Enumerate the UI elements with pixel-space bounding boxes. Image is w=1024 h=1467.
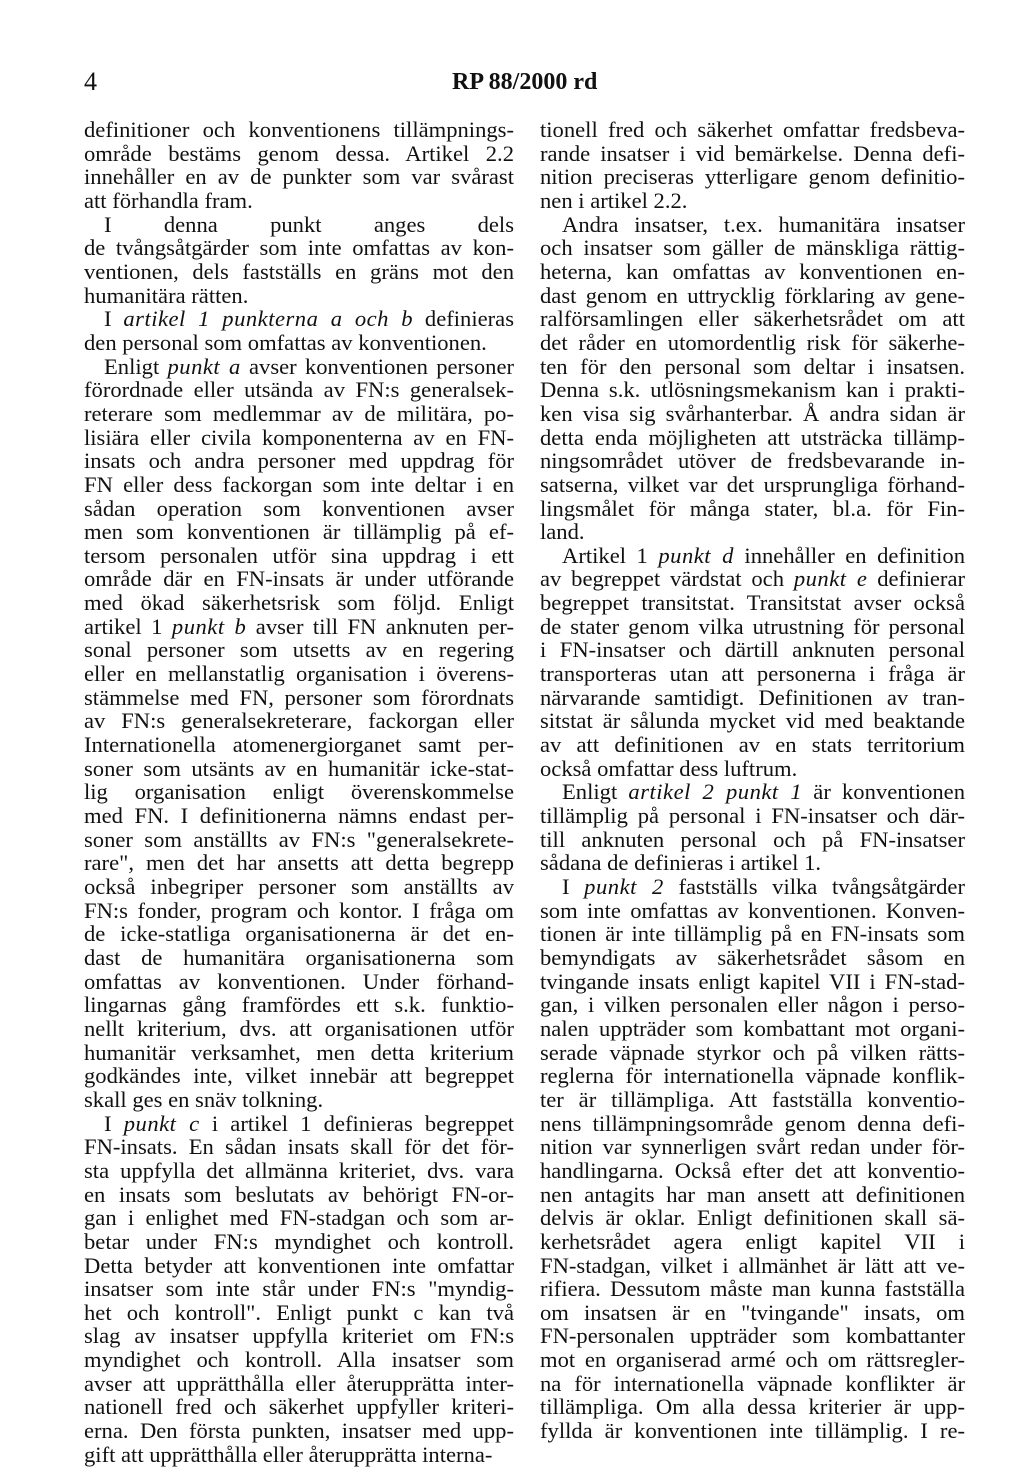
text-line bbox=[84, 236, 514, 260]
text-line bbox=[84, 1443, 514, 1467]
text-line bbox=[540, 970, 965, 994]
text-line bbox=[84, 426, 514, 450]
right-column bbox=[540, 118, 965, 1443]
text-line bbox=[540, 922, 965, 946]
italic-reference: punkt d bbox=[658, 542, 734, 568]
text-line bbox=[84, 1277, 514, 1301]
text-run: lingarnas gång framfördes ett s.k. funktio- bbox=[84, 992, 514, 1018]
text-run: det råder en utomordentlig risk för säkerhe- bbox=[540, 329, 965, 355]
text-line bbox=[540, 1135, 965, 1159]
text-line bbox=[84, 567, 514, 591]
text-line bbox=[540, 189, 965, 213]
text-line bbox=[540, 284, 965, 308]
text-run: serade väpnade styrkor och på vilken rätts- bbox=[540, 1039, 965, 1065]
text-run: av FN:s generalsekreterare, fackorgan eller bbox=[84, 708, 514, 734]
text-run: insatser som inte står under FN:s "myndig- bbox=[84, 1276, 514, 1302]
text-run: na för internationella väpnade konflikter är bbox=[540, 1370, 965, 1396]
text-line bbox=[84, 497, 514, 521]
text-run: soner som utsänts av en humanitär icke-stat- bbox=[84, 755, 514, 781]
text-run: rifiera. Dessutom måste man kunna fastställa bbox=[540, 1276, 965, 1302]
text-run: med ökad säkerhetsrisk som följd. Enligt bbox=[84, 590, 514, 616]
text-line bbox=[540, 544, 965, 568]
text-run: lig organisation enligt överenskommelse bbox=[84, 779, 514, 805]
text-line bbox=[84, 1206, 514, 1230]
text-line bbox=[84, 189, 514, 213]
page-number: 4 bbox=[84, 67, 97, 96]
text-line bbox=[84, 733, 514, 757]
text-line bbox=[540, 1419, 965, 1443]
text-line bbox=[540, 733, 965, 757]
text-run: humanitär verksamhet, men detta kriterium bbox=[84, 1039, 514, 1065]
italic-reference: punkt b bbox=[171, 613, 247, 639]
text-run: erna. Den första punkten, insatser med upp- bbox=[84, 1418, 514, 1444]
text-line bbox=[540, 213, 965, 237]
text-line bbox=[84, 1419, 514, 1443]
text-run: tillämpliga. Om alla dessa kriterier är upp- bbox=[540, 1394, 965, 1420]
text-line bbox=[84, 828, 514, 852]
text-run: de stater genom vilka utrustning för personal bbox=[540, 613, 965, 639]
text-run: betar under FN:s myndighet och kontroll. bbox=[84, 1228, 514, 1254]
running-head: RP 88/2000 rd bbox=[452, 69, 598, 95]
text-line bbox=[540, 804, 965, 828]
text-line bbox=[540, 946, 965, 970]
text-run: heterna, kan omfattas av konventionen en- bbox=[540, 258, 965, 284]
text-run: sta uppfylla det allmänna kriteriet, dvs. vara bbox=[84, 1157, 514, 1183]
text-run: gift att upprätthålla eller återupprätta interna- bbox=[84, 1441, 493, 1467]
text-line bbox=[540, 426, 965, 450]
text-line bbox=[84, 709, 514, 733]
text-run: I bbox=[104, 306, 124, 332]
text-run: gan i enlighet med FN-stadgan och som ar- bbox=[84, 1205, 514, 1231]
text-run: dast genom en uttrycklig förklaring av gene- bbox=[540, 282, 965, 308]
text-line bbox=[84, 780, 514, 804]
text-line bbox=[84, 851, 514, 875]
text-run: slag av insatser uppfylla kriteriet om FN:s bbox=[84, 1323, 514, 1349]
text-line bbox=[540, 307, 965, 331]
text-line bbox=[540, 1159, 965, 1183]
text-line bbox=[540, 1088, 965, 1112]
text-line bbox=[540, 709, 965, 733]
text-line bbox=[84, 1372, 514, 1396]
text-line bbox=[540, 780, 965, 804]
text-run: sonal personer som utsetts av en regering bbox=[84, 637, 514, 663]
text-line bbox=[84, 118, 514, 142]
text-line bbox=[84, 993, 514, 1017]
text-run: avser konventionen personer bbox=[240, 353, 514, 379]
text-line bbox=[84, 449, 514, 473]
text-run: att förhandla fram. bbox=[84, 187, 253, 213]
text-line bbox=[84, 686, 514, 710]
text-line bbox=[84, 165, 514, 189]
text-run: i artikel 1 definieras begreppet bbox=[199, 1110, 515, 1136]
text-run: den personal som omfattas av konventionen. bbox=[84, 329, 487, 355]
text-run: definieras bbox=[413, 306, 514, 332]
italic-reference: punkt c bbox=[123, 1110, 200, 1136]
text-run: tersom personalen utför sina uppdrag i ett bbox=[84, 542, 514, 568]
text-run: förordnade eller utsända av FN:s generalsek- bbox=[84, 377, 514, 403]
italic-reference: artikel 2 punkt 1 bbox=[628, 779, 803, 805]
text-line bbox=[540, 638, 965, 662]
text-line bbox=[84, 804, 514, 828]
text-line bbox=[84, 1183, 514, 1207]
text-run: de icke-statliga organisationerna är det en- bbox=[84, 921, 514, 947]
text-run: fyllda är konventionen inte tillämplig. I re- bbox=[540, 1418, 965, 1444]
text-line bbox=[84, 1041, 514, 1065]
text-line bbox=[540, 851, 965, 875]
text-line bbox=[540, 355, 965, 379]
italic-reference: punkt 2 bbox=[584, 874, 664, 899]
text-line bbox=[84, 662, 514, 686]
text-line bbox=[84, 1135, 514, 1159]
text-run: ter är tillämpliga. Att fastställa konventio- bbox=[540, 1086, 965, 1112]
text-run: Enligt bbox=[104, 353, 168, 379]
text-run: sådan operation som konventionen avser bbox=[84, 495, 514, 521]
text-run: eller en mellanstatlig organisation i överens- bbox=[84, 661, 514, 687]
text-run: nen antagits har man ansett att definitionen bbox=[540, 1181, 965, 1207]
text-line bbox=[540, 118, 965, 142]
text-run: nellt kriterium, dvs. att organisationen utför bbox=[84, 1015, 514, 1041]
text-run: men som konventionen är tillämplig på ef- bbox=[84, 519, 514, 545]
text-run: detta enda möjligheten att utsträcka tillämp- bbox=[540, 424, 965, 450]
text-line bbox=[540, 378, 965, 402]
text-run: Detta betyder att konventionen inte omfattar bbox=[84, 1252, 514, 1278]
text-line bbox=[84, 1230, 514, 1254]
text-run: gan, i vilken personalen eller någon i perso- bbox=[540, 992, 965, 1018]
text-run: innehåller en definition bbox=[733, 542, 965, 568]
text-line bbox=[84, 1348, 514, 1372]
text-line bbox=[84, 899, 514, 923]
text-run: insats och andra personer med uppdrag för bbox=[84, 448, 514, 474]
text-run: nalen uppträder som kombattant mot organi- bbox=[540, 1015, 965, 1041]
text-run: transporteras utan att personerna i fråga är bbox=[540, 661, 965, 687]
text-line bbox=[84, 757, 514, 781]
text-run: är konventionen bbox=[802, 779, 965, 805]
text-run: område bestäms genom dessa. Artikel 2.2 bbox=[84, 140, 514, 166]
text-line bbox=[84, 875, 514, 899]
text-line bbox=[84, 284, 514, 308]
text-line bbox=[540, 497, 965, 521]
text-line bbox=[84, 213, 514, 237]
text-line bbox=[540, 1064, 965, 1088]
text-run: definitioner och konventionens tillämpnings- bbox=[84, 117, 514, 142]
text-run: myndighet och kontroll. Alla insatser som bbox=[84, 1347, 514, 1373]
text-line bbox=[84, 591, 514, 615]
text-line bbox=[540, 1324, 965, 1348]
text-run: rande insatser i vid bemärkelse. Denna defi- bbox=[540, 140, 965, 166]
text-run: av att definitionen av en stats territorium bbox=[540, 732, 965, 758]
text-line bbox=[84, 1324, 514, 1348]
text-line bbox=[540, 757, 965, 781]
text-run: tionen är inte tillämplig på en FN-insats som bbox=[540, 921, 965, 947]
text-line bbox=[540, 449, 965, 473]
text-run: ningsområdet utöver de fredsbevarande in- bbox=[540, 448, 965, 474]
text-line bbox=[84, 1254, 514, 1278]
text-line bbox=[540, 473, 965, 497]
text-line bbox=[540, 1112, 965, 1136]
text-run: som inte omfattas av konventionen. Konven- bbox=[540, 897, 965, 923]
text-run: mot en organiserad armé och om rättsregler- bbox=[540, 1347, 965, 1373]
text-run: FN-stadgan, vilket i allmänhet är lätt att ve- bbox=[540, 1252, 965, 1278]
text-run: skall ges en snäv tolkning. bbox=[84, 1086, 324, 1112]
text-line bbox=[84, 544, 514, 568]
text-run: FN:s fonder, program och kontor. I fråga om bbox=[84, 897, 514, 923]
italic-reference: artikel 1 punkterna a och b bbox=[123, 306, 414, 332]
text-run: till anknuten personal och på FN-insatser bbox=[540, 826, 965, 852]
text-line bbox=[84, 1088, 514, 1112]
left-column bbox=[84, 118, 514, 1466]
text-line bbox=[540, 1277, 965, 1301]
text-line bbox=[84, 142, 514, 166]
text-run: nen i artikel 2.2. bbox=[540, 187, 688, 213]
text-run: med FN. I definitionerna nämns endast per- bbox=[84, 803, 514, 829]
text-run: I bbox=[104, 1110, 124, 1136]
text-run: och insatser som gäller de mänskliga rättig- bbox=[540, 235, 965, 261]
text-line bbox=[84, 1064, 514, 1088]
text-run: Denna s.k. utlösningsmekanism kan i prakti- bbox=[540, 377, 965, 403]
text-line bbox=[540, 1041, 965, 1065]
text-run: ten för den personal som deltar i insatsen. bbox=[540, 353, 965, 379]
text-line bbox=[84, 402, 514, 426]
text-line bbox=[540, 567, 965, 591]
italic-reference: punkt e bbox=[793, 566, 868, 592]
text-run: FN eller dess fackorgan som inte deltar i en bbox=[84, 471, 514, 497]
text-line bbox=[84, 331, 514, 355]
text-line bbox=[540, 591, 965, 615]
text-run: artikel 1 bbox=[84, 613, 172, 639]
text-line bbox=[540, 1395, 965, 1419]
text-run: lisiära eller civila komponenterna av en FN- bbox=[84, 424, 514, 450]
text-run: ken visa sig svårhanterbar. Å andra sidan är bbox=[540, 400, 965, 426]
text-line bbox=[540, 828, 965, 852]
text-run: också omfattar dess luftrum. bbox=[540, 755, 798, 781]
text-run: lingsmålet för många stater, bl.a. för Fin- bbox=[540, 495, 965, 521]
text-run: avser att upprätthålla eller återupprätta inter- bbox=[84, 1370, 514, 1396]
text-run: tionell fred och säkerhet omfattar fredsbeva- bbox=[540, 117, 965, 142]
text-run: också inbegriper personer som anställts av bbox=[84, 874, 514, 899]
text-run: I bbox=[562, 874, 585, 899]
text-run: het och kontroll". Enligt punkt c kan två bbox=[84, 1299, 514, 1325]
text-run: om insatsen är en "tvingande" insats, om bbox=[540, 1299, 965, 1325]
text-line bbox=[540, 615, 965, 639]
text-run: av begreppet värdstat och bbox=[540, 566, 794, 592]
text-run: nationell fred och säkerhet uppfyller kriteri- bbox=[84, 1394, 514, 1420]
text-line bbox=[84, 260, 514, 284]
text-line bbox=[84, 378, 514, 402]
text-run: dast de humanitära organisationerna som bbox=[84, 944, 514, 970]
text-run: nition var synnerligen svårt redan under för- bbox=[540, 1134, 965, 1160]
text-line bbox=[540, 1230, 965, 1254]
text-line bbox=[540, 1372, 965, 1396]
text-line bbox=[540, 331, 965, 355]
text-line bbox=[540, 402, 965, 426]
text-line bbox=[540, 1301, 965, 1325]
text-run: handlingarna. Också efter det att konventio- bbox=[540, 1157, 965, 1183]
text-run: omfattas av konventionen. Under förhand- bbox=[84, 968, 514, 994]
text-run: fastställs vilka tvångsåtgärder bbox=[663, 874, 965, 899]
text-run: ventionen, dels fastställs en gräns mot den bbox=[84, 258, 514, 284]
text-line bbox=[84, 1301, 514, 1325]
text-run: Artikel 1 bbox=[562, 542, 659, 568]
text-run: soner som anställts av FN:s "generalsekrete- bbox=[84, 826, 514, 852]
text-line bbox=[540, 899, 965, 923]
text-run: Andra insatser, t.ex. humanitära insatser bbox=[562, 211, 965, 237]
text-run: sådana de definieras i artikel 1. bbox=[540, 850, 822, 876]
text-run: område där en FN-insats är under utförande bbox=[84, 566, 514, 592]
text-run: de tvångsåtgärder som inte omfattas av kon- bbox=[84, 235, 514, 261]
text-line bbox=[84, 970, 514, 994]
text-line bbox=[540, 1206, 965, 1230]
text-line bbox=[84, 615, 514, 639]
text-run: delvis är oklar. Enligt definitionen skall sä- bbox=[540, 1205, 965, 1231]
text-run: kerhetsrådet agera enligt kapitel VII i bbox=[540, 1228, 965, 1254]
text-line bbox=[84, 1112, 514, 1136]
text-line bbox=[84, 473, 514, 497]
text-run: definierar bbox=[867, 566, 965, 592]
italic-reference: punkt a bbox=[167, 353, 241, 379]
text-run: i FN-insatser och därtill anknuten personal bbox=[540, 637, 965, 663]
text-run: humanitära rätten. bbox=[84, 282, 249, 308]
text-line bbox=[84, 1017, 514, 1041]
text-run: Enligt bbox=[562, 779, 629, 805]
text-run: FN-insats. En sådan insats skall för det för- bbox=[84, 1134, 514, 1160]
text-line bbox=[540, 1183, 965, 1207]
text-line bbox=[84, 1395, 514, 1419]
text-line bbox=[84, 946, 514, 970]
text-line bbox=[84, 638, 514, 662]
text-line bbox=[540, 662, 965, 686]
text-line bbox=[540, 686, 965, 710]
text-line bbox=[540, 1017, 965, 1041]
text-line bbox=[540, 1254, 965, 1278]
text-line bbox=[540, 875, 965, 899]
text-line bbox=[540, 260, 965, 284]
text-line bbox=[540, 236, 965, 260]
text-run: FN-personalen uppträder som kombattanter bbox=[540, 1323, 965, 1349]
text-run: I denna punkt anges dels bbox=[104, 211, 514, 237]
text-line bbox=[540, 142, 965, 166]
text-line bbox=[540, 165, 965, 189]
text-run: sitstat är sålunda mycket vid med beaktande bbox=[540, 708, 965, 734]
text-run: nition preciseras ytterligare genom definitio- bbox=[540, 164, 965, 190]
text-line bbox=[84, 307, 514, 331]
text-run: närvarande samtidigt. Definitionen av tran- bbox=[540, 684, 965, 710]
text-run: nens tillämpningsområde genom denna defi- bbox=[540, 1110, 965, 1136]
text-line bbox=[84, 1159, 514, 1183]
text-line bbox=[540, 520, 965, 544]
text-run: rare", men det har ansetts att detta begrepp bbox=[84, 850, 514, 876]
text-run: tillämplig på personal i FN-insatser och där- bbox=[540, 803, 965, 829]
text-run: begreppet transitstat. Transitstat avser också bbox=[540, 590, 965, 616]
text-run: reglerna för internationella väpnade konflik- bbox=[540, 1063, 965, 1089]
text-line bbox=[540, 993, 965, 1017]
text-run: avser till FN anknuten per- bbox=[246, 613, 514, 639]
text-run: Internationella atomenergiorganet samt per- bbox=[84, 732, 514, 758]
text-line bbox=[84, 520, 514, 544]
text-run: stämmelse med FN, personer som förordnats bbox=[84, 684, 514, 710]
text-run: bemyndigats av säkerhetsrådet såsom en bbox=[540, 944, 965, 970]
text-line bbox=[84, 922, 514, 946]
text-run: satserna, vilket var det ursprungliga förhand- bbox=[540, 471, 965, 497]
text-run: en insats som beslutats av behörigt FN-or- bbox=[84, 1181, 514, 1207]
text-run: tvingande insats enligt kapitel VII i FN-stad- bbox=[540, 968, 965, 994]
text-run: ralförsamlingen eller säkerhetsrådet om att bbox=[540, 306, 965, 332]
text-line bbox=[84, 355, 514, 379]
text-run: land. bbox=[540, 519, 585, 545]
text-run: innehåller en av de punkter som var svårast bbox=[84, 164, 514, 190]
text-run: reterare som medlemmar av de militära, po- bbox=[84, 400, 514, 426]
text-run: godkändes inte, vilket innebär att begreppet bbox=[84, 1063, 514, 1089]
text-line bbox=[540, 1348, 965, 1372]
